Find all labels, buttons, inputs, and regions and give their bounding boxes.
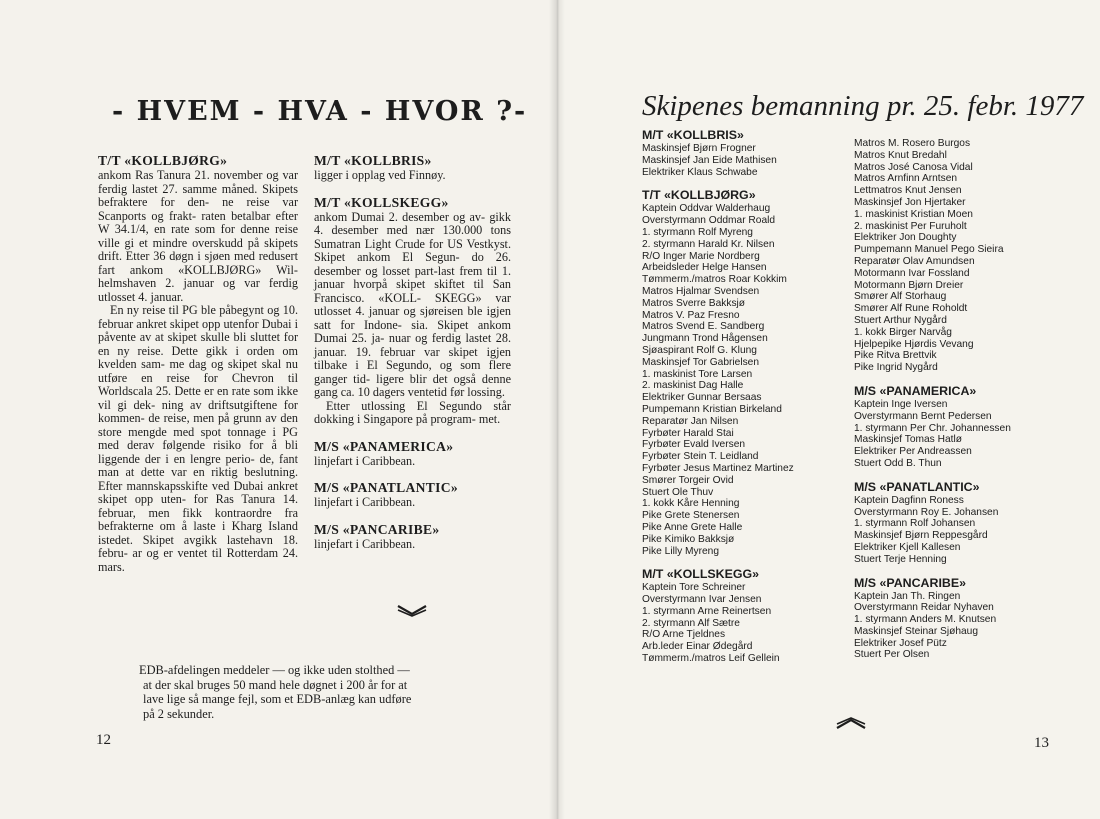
text-line: helmshaven 2. januar og var ferdig (98, 276, 298, 290)
panatlantic-status-title: M/S «PANATLANTIC» (314, 480, 458, 495)
crew-member: Reparatør Olav Amundsen (854, 255, 975, 267)
crew-member: Kaptein Dagfinn Roness (854, 494, 964, 506)
ship-crew-title: M/S «PANAMERICA» (854, 383, 977, 398)
text-line: me dag og skipet skal nu utføre en (98, 357, 298, 385)
crew-member: 2. styrmann Harald Kr. Nilsen (642, 238, 775, 250)
crew-member: 1. styrmann Per Chr. Johannessen (854, 422, 1011, 434)
crew-member: 2. maskinist Per Furuholt (854, 220, 967, 232)
right-page-heading: Skipenes bemanning pr. 25. febr. 1977 (642, 90, 1084, 122)
text-line: Segundo, og som flere ganger tid- (314, 358, 512, 386)
text-line: ligere blir det også denne gang ca. (314, 371, 511, 399)
text-line: PG med derav følgende risiko for (98, 424, 298, 452)
text-line: fikk kontraordre fra befrakterne (98, 505, 298, 533)
crew-member: Hjelpepike Hjørdis Vevang (854, 338, 974, 350)
text-line: Skipet avgikk lastehavn 18. febru- (98, 532, 299, 560)
crew-member: Stuert Odd B. Thun (854, 457, 942, 469)
crew-member: Jungmann Trond Hågensen (642, 333, 768, 345)
text-line: februar var skipet igjen tilbake i El (314, 344, 511, 372)
crew-member: Arbeidsleder Helge Hansen (642, 262, 767, 274)
crew-member: Kaptein Jan Th. Ringen (854, 590, 961, 602)
ship-crew-title: M/S «PANATLANTIC» (854, 479, 980, 494)
crew-member: 1. kokk Birger Narvåg (854, 326, 952, 338)
end-ornament-icon (835, 717, 867, 731)
text-line: ne reise var Scanports og frakt- (98, 195, 298, 223)
crew-member: Smører Alf Rune Roholdt (854, 303, 968, 315)
end-ornament-icon (396, 603, 428, 617)
crew-member: Stuert Terje Henning (854, 553, 947, 565)
crew-member: Stuert Ole Thuv (642, 486, 714, 498)
crew-member: Maskinsjef Tomas Hatlø (854, 434, 962, 446)
page-number-right: 13 (1034, 735, 1049, 751)
text-line: å bli liggende der i en lengre perio- (98, 438, 298, 466)
crew-member: 1. maskinist Kristian Moen (854, 208, 973, 220)
text-line: En ny reise til PG ble påbegynt (110, 303, 264, 317)
crew-member: Maskinsjef Bjørn Reppesgård (854, 530, 988, 542)
crew-member: Maskinsjef Jon Hjertaker (854, 196, 966, 208)
crew-member: 1. kokk Kåre Henning (642, 498, 740, 510)
crew-member: Elektriker Per Andreassen (854, 446, 972, 458)
text-line: utlosset 4. januar. (98, 289, 184, 304)
crew-member: Smører Torgeir Ovid (642, 474, 734, 486)
text-line: reise for Chevron til Worldscala 25. (98, 370, 299, 398)
crew-member: Arb.leder Einar Ødegård (642, 641, 753, 653)
crew-member: Maskinsjef Tor Gabrielsen (642, 356, 760, 368)
text-line: store mengde med spot tonnage i (98, 424, 276, 439)
text-line: SKEGG» var utlosset 4. januar og (314, 290, 511, 318)
crew-member: Elektriker Gunnar Bersaas (642, 392, 762, 404)
crew-member: 2. maskinist Dag Halle (642, 380, 744, 392)
crew-member: Stuert Arthur Nygård (854, 314, 947, 326)
crew-member: Maskinsjef Steinar Sjøhaug (854, 625, 979, 637)
text-line: ankom Dumai 2. desember og av- (314, 209, 486, 224)
crew-member: Motormann Ivar Fossland (854, 267, 970, 279)
crew-column-left (642, 128, 842, 665)
edb-note-line-2: at der skal bruges 50 mand hele døgnet i 200 år for at (143, 677, 408, 692)
text-line: skiftet til San Francisco. «KOLL- (314, 277, 511, 305)
crew-member: Matros Sverre Bakksjø (642, 297, 746, 309)
crew-member: Kaptein Oddvar Walderhaug (642, 203, 771, 215)
crew-member: 1. styrmann Rolf Myreng (642, 226, 753, 238)
column-kollbjorg-report (98, 153, 298, 574)
text-line: Etter utlossing El Segundo står (326, 398, 511, 413)
ship-crew-title: M/T «KOLLBRIS» (642, 128, 744, 142)
pancaribe-status-title: M/S «PANCARIBE» (314, 521, 440, 537)
crew-member: Elektriker Kjell Kallesen (854, 541, 961, 553)
crew-member: Pumpemann Manuel Pego Sieira (854, 244, 1004, 256)
text-line: de reise, men på grunn av den (148, 411, 298, 425)
text-line: måned. Skipets befraktere for den- (98, 181, 298, 209)
text-line: ning av driftsutgiftene for kommen- (98, 397, 298, 425)
crew-member: Overstyrmann Ivar Jensen (642, 594, 762, 606)
column-fleet-status (314, 153, 511, 551)
crew-member: Motormann Bjørn Dreier (854, 279, 964, 291)
crew-member: 1. styrmann Anders M. Knutsen (854, 614, 997, 626)
ship-crew-title: T/T «KOLLBJØRG» (642, 188, 756, 203)
kollbris-status-text: ligger i opplag ved Finnøy. (314, 168, 446, 182)
crew-member: Fyrbøter Stein T. Leidland (642, 451, 759, 463)
ship-crew-title: M/T «KOLLSKEGG» (642, 567, 760, 582)
crew-member: Elektriker Josef Pütz (854, 637, 947, 649)
kollbris-status-title: M/T «KOLLBRIS» (314, 153, 432, 168)
pancaribe-status-text: linjefart i Caribbean. (314, 536, 416, 551)
panamerica-status-title: M/S «PANAMERICA» (314, 438, 454, 454)
kollbjorg-report-paragraph-2 (98, 304, 298, 574)
crew-member: Pike Lilly Myreng (642, 545, 719, 557)
crew-member: Matros Arnfinn Arntsen (854, 173, 958, 185)
text-line: frem til 1. januar hvorpå skipet (314, 263, 512, 291)
edb-department-note (139, 663, 463, 721)
edb-note-line-3: lave lige så mange fejl, som et EDB-anlæg kan udføre (143, 692, 412, 706)
kollbjorg-report-title: T/T «KOLLBJØRG» (98, 153, 228, 168)
text-line: do 26. desember og losset part-last (314, 250, 512, 278)
crew-member: Maskinsjef Bjørn Frogner (642, 143, 756, 154)
crew-member: Overstyrmann Roy E. Johansen (854, 506, 999, 518)
crew-member: Matros M. Rosero Burgos (854, 138, 971, 149)
crew-member: Kaptein Tore Schreiner (642, 582, 746, 594)
text-line: om å laste i Kharg Island istedet. (98, 519, 298, 547)
text-line: ved Dubai ankret skipet opp uten- (98, 478, 298, 506)
crew-member: Stuert Per Olsen (854, 649, 930, 661)
page-number-left: 12 (96, 732, 111, 748)
left-page-heading: - HVEM - HVA - HVOR ?- (112, 96, 528, 127)
crew-member: Elektriker Klaus Schwabe (642, 166, 758, 178)
crew-member: R/O Inger Marie Nordberg (642, 250, 760, 262)
text-line: utenfor Dubai i påvente av at skipet (98, 316, 298, 344)
crew-member: Pike Grete Stenersen (642, 510, 740, 522)
text-line: tons Sumatran Light Crude for US (314, 223, 511, 251)
crew-member: Elektriker Jon Doughty (854, 232, 957, 244)
text-line: Etter 36 døgn i sjøen med redusert (125, 249, 298, 263)
crew-member: Pike Ingrid Nygård (854, 362, 938, 374)
edb-note-line-1: EDB-afdelingen meddeler — og ikke uden stolthed — (139, 663, 410, 677)
text-line: Vestkyst. Skipet ankom El Segun- (314, 236, 511, 264)
panatlantic-status-text: linjefart i Caribbean. (314, 495, 416, 509)
text-line: de, fant man at dette var en riktig (98, 451, 299, 479)
crew-member: Matros Svend E. Sandberg (642, 321, 765, 333)
text-line: rate som for denne reise ville gi et (98, 222, 298, 250)
text-line: Dette gikk i orden om kvelden sam- (98, 343, 298, 371)
ship-crew-title: M/S «PANCARIBE» (854, 575, 966, 590)
kollbjorg-report-paragraph-1 (98, 169, 298, 304)
crew-member: Overstyrmann Bernt Pedersen (854, 410, 992, 422)
kollskegg-status-title: M/T «KOLLSKEGG» (314, 194, 449, 210)
text-line: og var ferdig lastet 27. samme (98, 168, 299, 196)
page-gutter (549, 0, 565, 819)
crew-member: Tømmerm./matros Leif Gellein (642, 653, 780, 665)
text-line: ar og er ventet til Rotterdam 24. (132, 546, 298, 560)
crew-member: Sjøaspirant Rolf G. Klung (642, 344, 757, 356)
edb-note-line-4: på 2 sekunder. (143, 706, 215, 721)
crew-member: Fyrbøter Evald Iversen (642, 439, 746, 451)
crew-member: Matros V. Paz Fresno (642, 309, 740, 321)
text-line: beslutning. Efter mannskapsskifte (98, 465, 299, 493)
text-line: Dette er en rate som ikke vil gi dek- (98, 384, 299, 412)
crew-member: Maskinsjef Jan Eide Mathisen (642, 154, 777, 166)
text-line: dokking i Singapore på program- (314, 412, 476, 426)
crew-member: Kaptein Inge Iversen (854, 398, 948, 410)
text-line: fart ankom «KOLLBJØRG» Wil- (98, 262, 298, 277)
text-line: met. (478, 412, 501, 426)
crew-member: Pike Kimiko Bakksjø (642, 533, 735, 545)
crew-member: 1. styrmann Arne Reinertsen (642, 605, 772, 617)
text-line: mindre overskudd på skipets drift. (98, 235, 299, 263)
text-line: 10 dagers ventetid før lossing. (357, 385, 505, 399)
crew-member: 1. styrmann Rolf Johansen (854, 518, 976, 530)
crew-member: 1. maskinist Tore Larsen (642, 368, 753, 380)
crew-member: Overstyrmann Oddmar Roald (642, 215, 776, 227)
crew-column-right (854, 138, 1054, 661)
crew-member: Lettmatros Knut Jensen (854, 185, 962, 197)
crew-member: Smører Alf Storhaug (854, 291, 947, 303)
crew-member: Fyrbøter Jesus Martinez Martinez (642, 462, 794, 474)
crew-member: R/O Arne Tjeldnes (642, 629, 726, 641)
crew-member: Matros Hjalmar Svendsen (642, 285, 760, 297)
crew-member: Pumpemann Kristian Birkeland (642, 403, 782, 415)
text-line: og 10. februar ankret skipet opp (98, 303, 299, 331)
text-line: raten betalbar efter W 34.1/4, en (98, 208, 298, 236)
text-line: gikk 4. desember med nær 130.000 (314, 209, 511, 237)
kollskegg-status-paragraph-2 (314, 400, 511, 427)
text-line: for Ras Tanura 14. februar, men (98, 492, 298, 520)
crew-member: Tømmerm./matros Roar Kokkim (642, 274, 787, 286)
crew-member: Pike Ritva Brettvik (854, 350, 937, 362)
crew-member: Matros Knut Bredahl (854, 149, 947, 161)
text-line: skulle bli sluttet for en ny reise. (98, 330, 299, 358)
text-line: sjøreisen ble igjen satt for Indone- (314, 304, 511, 332)
text-line: mars. (98, 559, 125, 574)
text-line: nuar og ferdig lastet 28. januar. 19. (314, 331, 511, 359)
crew-member: Matros José Canosa Vidal (854, 161, 973, 173)
kollskegg-status-paragraph-1 (314, 211, 511, 400)
crew-member: Fyrbøter Harald Stai (642, 427, 734, 439)
crew-member: Reparatør Jan Nilsen (642, 415, 739, 427)
crew-member: Overstyrmann Reidar Nyhaven (854, 602, 994, 614)
text-line: ankom Ras Tanura 21. november (98, 168, 263, 182)
crew-member: Pike Anne Grete Halle (642, 521, 743, 533)
panamerica-status-text: linjefart i Caribbean. (314, 453, 416, 468)
crew-member: 2. styrmann Alf Sætre (642, 617, 740, 629)
text-line: sia. Skipet ankom Dumai 25. ja- (314, 317, 512, 345)
